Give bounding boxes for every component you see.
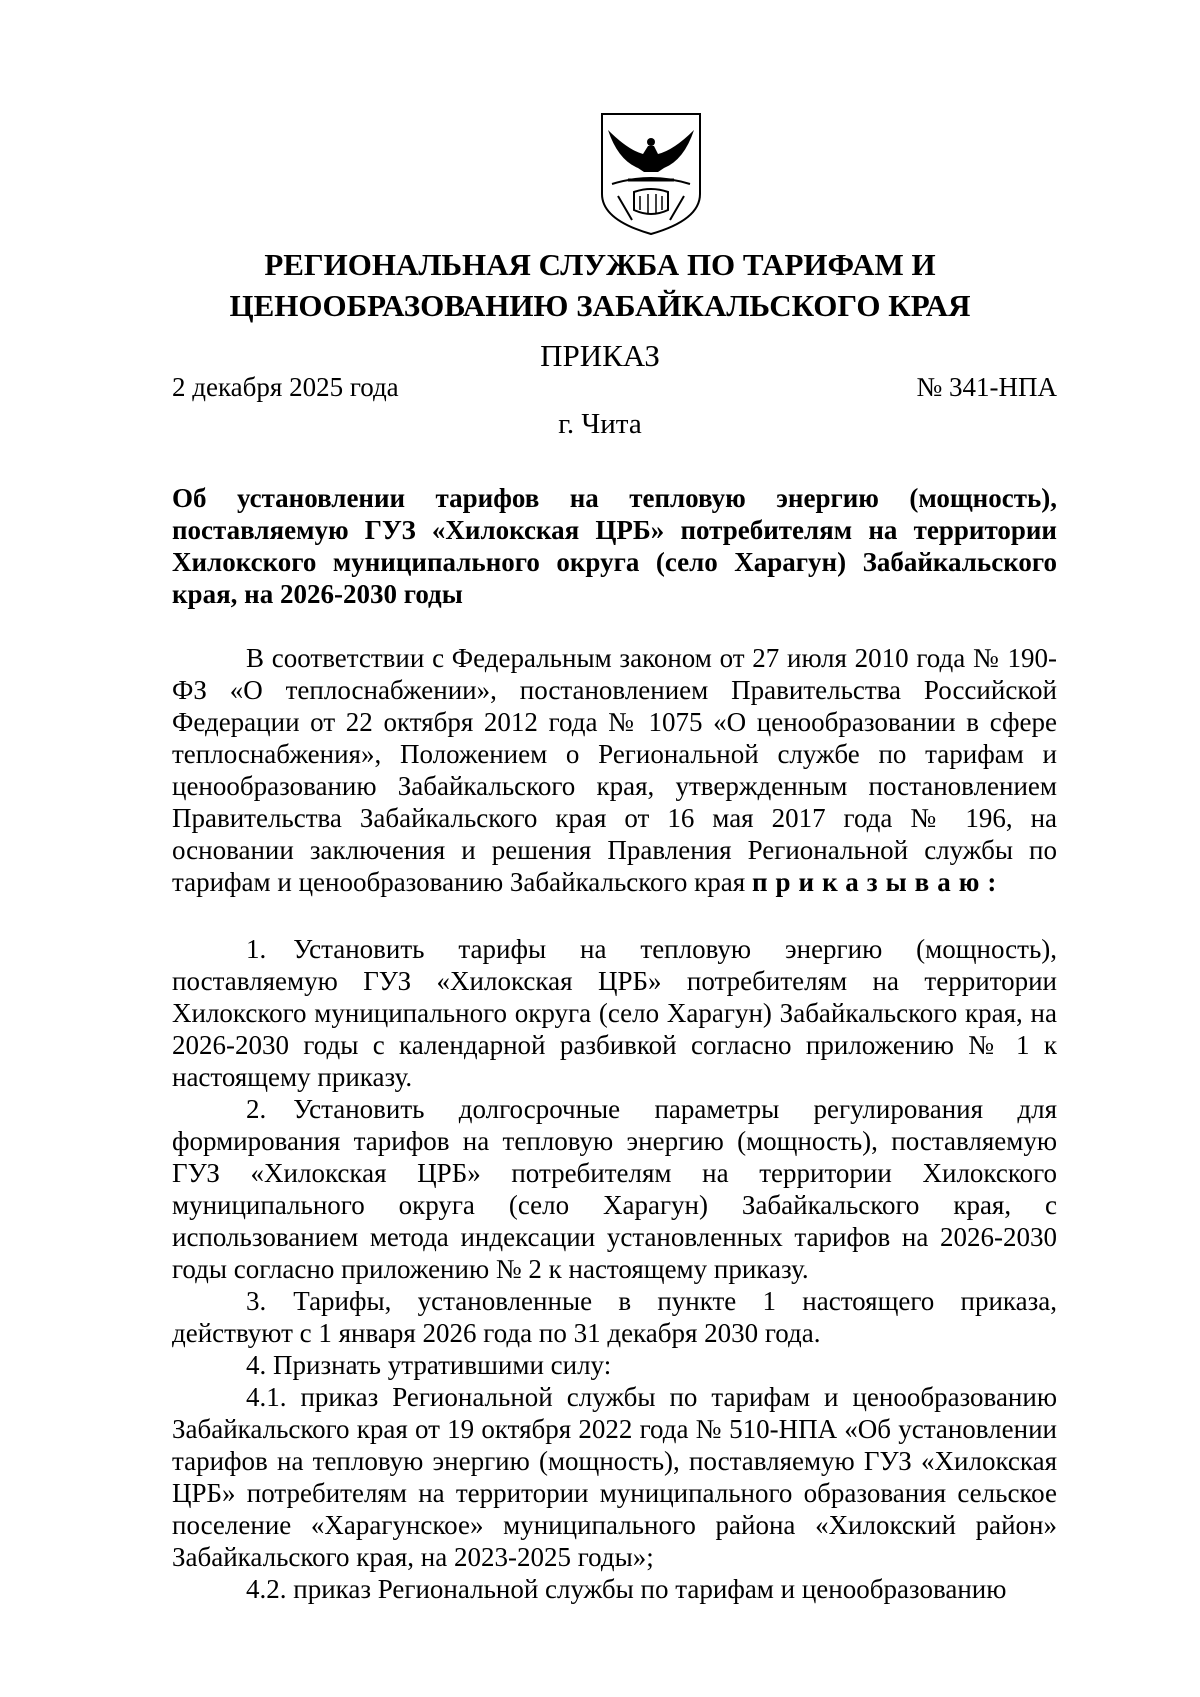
document-number: № 341-НПА	[916, 372, 1057, 402]
document-date: 2 декабря 2025 года	[172, 372, 399, 402]
document-city: г. Чита	[558, 408, 642, 440]
order-word: приказываю:	[751, 867, 1005, 897]
order-items	[172, 933, 1057, 1605]
preamble-text: В соответствии с Федеральным законом от 27 июля 2010 года № 190-ФЗ «О теплоснабжении», постановлением Правительства Российской Федерации от 22 октября 2012 года № 1075 «О ценообразовании в сфере теплоснабжения», Положением о Региональной службе по тарифам и ценообразованию Забайкальского края, утвержденным постановлением Правительства Забайкальского края от 16 мая 2017 года № 196, на основании заключения и решения Правления Региональной службы по тарифам и ценообразованию Забайкальского края	[172, 643, 1057, 897]
document-subject: Об установлении тарифов на тепловую энергию (мощность), поставляемую ГУЗ «Хилокская ЦРБ» потребителям на территории Хилокского муниципального округа (село Харагун) Забайкальского края, на 2026-2030 годы	[172, 483, 1057, 609]
preamble	[172, 642, 1057, 898]
document-type: ПРИКАЗ	[540, 338, 660, 373]
order-item-4-1: 4.1. приказ Региональной службы по тарифам и ценообразованию Забайкальского края от 19 октября 2022 года № 510-НПА «Об установлении тарифов на тепловую энергию (мощность), поставляемую ГУЗ «Хилокская ЦРБ» потребителям на территории муниципального образования сельское поселение «Харагунское» муниципального района «Хилокский район» Забайкальского края, на 2023-2025 годы»;	[172, 1382, 1057, 1572]
order-item-4-2: 4.2. приказ Региональной службы по тарифам и ценообразованию	[246, 1574, 1007, 1604]
order-item-3: 3. Тарифы, установленные в пункте 1 настоящего приказа, действуют с 1 января 2026 года по 31 декабря 2030 года.	[172, 1286, 1057, 1348]
order-item-1: 1. Установить тарифы на тепловую энергию (мощность), поставляемую ГУЗ «Хилокская ЦРБ» потребителям на территории Хилокского муниципального округа (село Харагун) Забайкальского края, на 2026-2030 годы с календарной разбивкой согласно приложению № 1 к настоящему приказу.	[172, 934, 1057, 1092]
organization-title-line-1: РЕГИОНАЛЬНАЯ СЛУЖБА ПО ТАРИФАМ И	[264, 247, 936, 282]
order-item-4: 4. Признать утратившими силу:	[246, 1350, 612, 1380]
coat-of-arms-icon	[598, 110, 704, 238]
organization-title-line-2: ЦЕНООБРАЗОВАНИЮ ЗАБАЙКАЛЬСКОГО КРАЯ	[229, 288, 971, 323]
organization-title	[0, 244, 1200, 326]
order-item-2: 2. Установить долгосрочные параметры регулирования для формирования тарифов на тепловую энергию (мощность), поставляемую ГУЗ «Хилокская ЦРБ» потребителям на территории Хилокского муниципального округа (село Харагун) Забайкальского края, с использованием метода индексации установленных тарифов на 2026-2030 годы согласно приложению № 2 к настоящему приказу.	[172, 1094, 1057, 1284]
